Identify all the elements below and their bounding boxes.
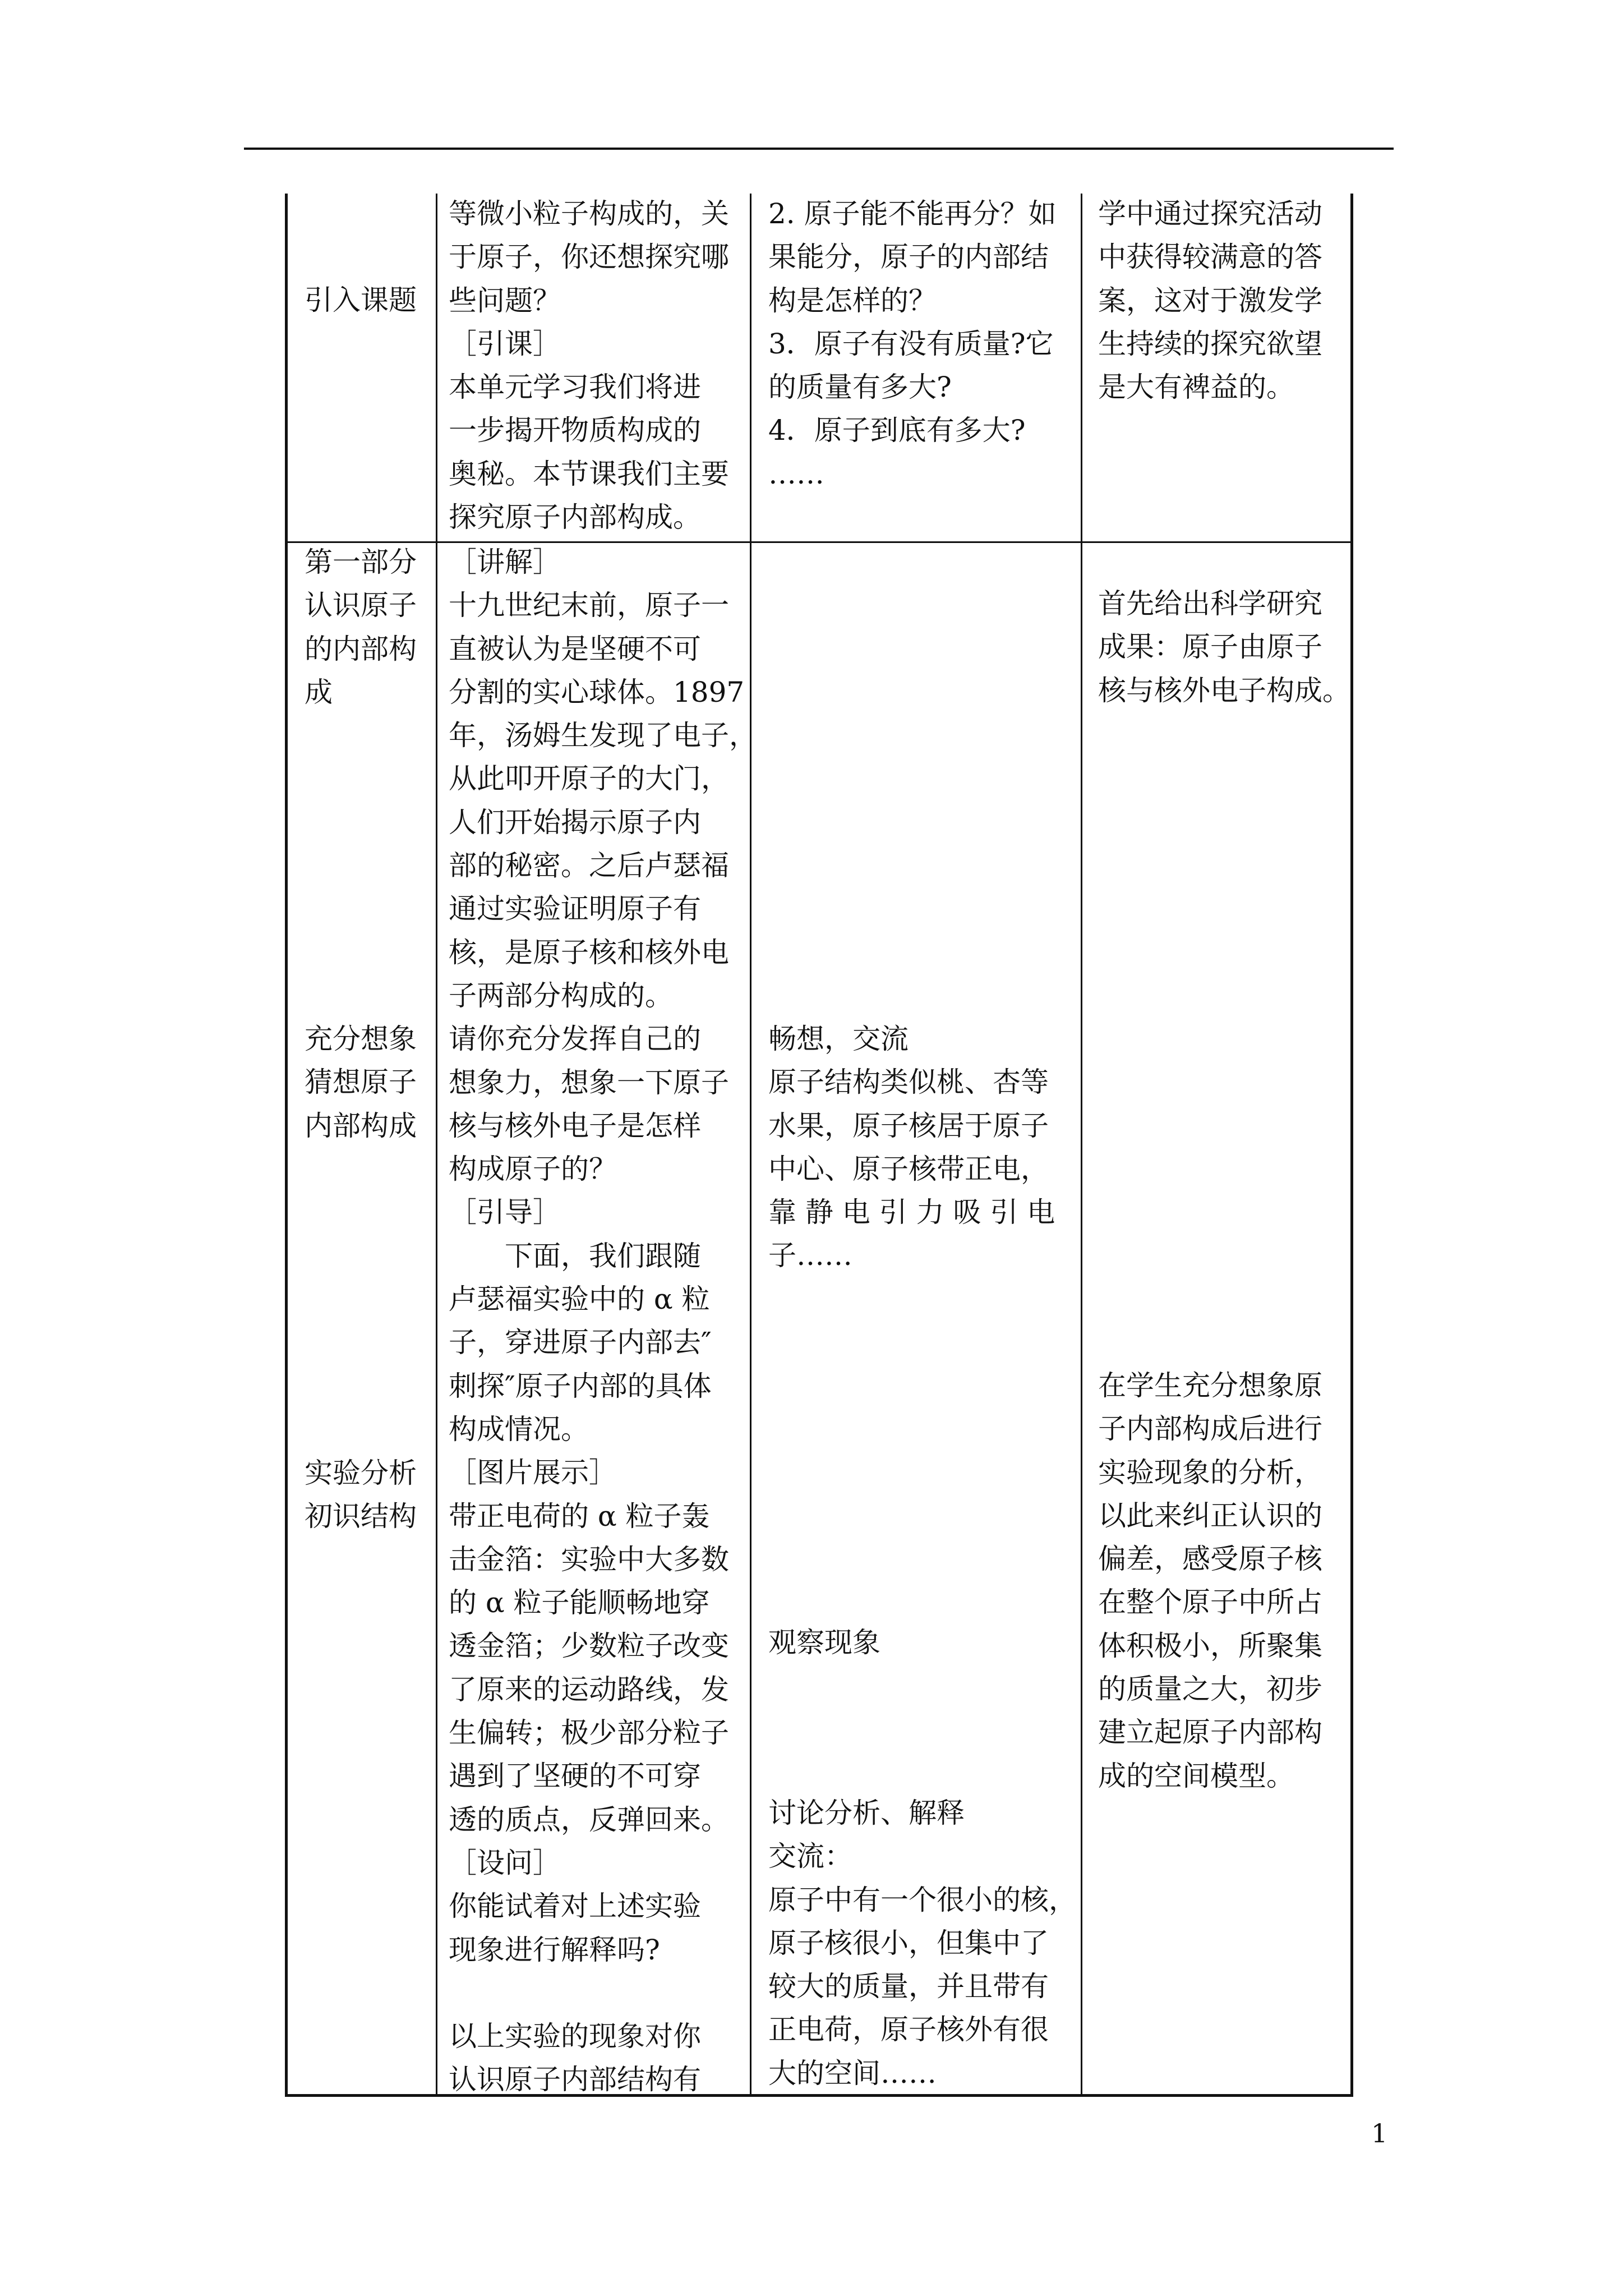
- text-line: 首先给出科学研究: [1098, 587, 1322, 620]
- text-line: 以上实验的现象对你: [449, 2020, 701, 2053]
- stage-cell: [287, 542, 437, 2096]
- table-row: [287, 542, 1352, 2096]
- stage-text: [288, 1452, 436, 1539]
- text-line: 等微小粒子构成的，关: [449, 197, 729, 230]
- text-line: 中心、原子核带正电，: [768, 1152, 1049, 1185]
- text-line: 体积极小，所聚集: [1098, 1629, 1322, 1662]
- header-rule: [244, 148, 1394, 150]
- text-line: 2. 原子能不能再分？如: [768, 197, 1057, 230]
- design-intent-text: [1082, 582, 1350, 712]
- student-activity-text: [751, 1621, 1081, 1664]
- text-line: ［引导］: [449, 1196, 561, 1229]
- text-line: 现象进行解释吗?: [449, 1933, 660, 1966]
- text-line: 偏差，感受原子核: [1098, 1543, 1322, 1576]
- text-line: 以此来纠正认识的: [1098, 1499, 1322, 1532]
- student-activity-cell: [751, 542, 1082, 2096]
- text-line: 大的空间……: [768, 2056, 937, 2090]
- stage-cell: [287, 194, 437, 542]
- design-intent-text: [1082, 192, 1350, 409]
- text-line: 成: [305, 675, 333, 708]
- text-line: 的质量有多大?: [768, 371, 952, 404]
- text-line: ［设问］: [449, 1846, 561, 1879]
- text-line: 部的秘密。之后卢瑟福: [449, 849, 729, 882]
- text-line: 子内部构成后进行: [1098, 1412, 1322, 1446]
- text-line: 带正电荷的 α 粒子轰: [449, 1499, 710, 1533]
- text-line: 猜想原子: [305, 1066, 417, 1099]
- text-line: [449, 1972, 750, 2015]
- stage-text: [288, 279, 436, 322]
- text-line: 原子中有一个很小的核，: [768, 1883, 1077, 1916]
- lesson-table: [285, 194, 1353, 2097]
- design-intent-cell: [1082, 194, 1352, 542]
- text-line: 靠 静 电 引 力 吸 引 电: [768, 1196, 1055, 1229]
- text-line: 交流：: [768, 1840, 852, 1873]
- student-activity-text: [751, 1018, 1081, 1278]
- text-line: 核，是原子核和核外电: [449, 936, 729, 969]
- text-line: 的内部构: [305, 632, 417, 665]
- student-activity-cell: [751, 194, 1082, 542]
- text-line: 在学生充分想象原: [1098, 1369, 1322, 1402]
- table-row: [287, 194, 1352, 542]
- text-line: 通过实验证明原子有: [449, 892, 701, 926]
- text-line: ［引课］: [449, 327, 561, 360]
- teacher-activity-text: [437, 541, 757, 2102]
- text-line: 在整个原子中所占: [1098, 1586, 1322, 1619]
- text-line: 想象力，想象一下原子: [449, 1066, 729, 1099]
- text-line: 刺探″原子内部的具体: [449, 1369, 712, 1402]
- text-line: 请你充分发挥自己的: [449, 1023, 701, 1056]
- text-line: 些问题？: [449, 284, 561, 317]
- text-line: 学中通过探究活动: [1098, 197, 1322, 230]
- text-line: 实验现象的分析，: [1098, 1456, 1322, 1489]
- text-line: 分割的实心球体。1897: [449, 675, 745, 708]
- text-line: 子两部分构成的。: [449, 979, 673, 1012]
- student-activity-text: [751, 192, 1081, 496]
- text-line: 果能分，原子的内部结: [768, 241, 1049, 274]
- text-line: 生偏转；极少部分粒子: [449, 1717, 729, 1750]
- text-line: 的 α 粒子能顺畅地穿: [449, 1586, 710, 1619]
- text-line: 建立起原子内部构: [1098, 1716, 1322, 1749]
- text-line: 构成原子的？: [449, 1153, 617, 1186]
- text-line: 案，这对于激发学: [1098, 284, 1322, 317]
- text-line: ［讲解］: [449, 546, 561, 578]
- text-line: 于原子，你还想探究哪: [449, 241, 729, 274]
- student-activity-text: [751, 1792, 1081, 2095]
- text-line: 一步揭开物质构成的: [449, 414, 701, 447]
- text-line: 讨论分析、解释: [768, 1797, 965, 1829]
- text-line: 下面，我们跟随: [449, 1239, 701, 1272]
- text-line: 第一部分: [305, 546, 417, 578]
- text-line: 遇到了坚硬的不可穿: [449, 1760, 701, 1793]
- text-line: 认识原子: [305, 589, 417, 622]
- text-line: 子……: [768, 1239, 852, 1272]
- text-line: 核与核外电子构成。: [1098, 674, 1350, 707]
- text-line: 十九世纪末前，原子一: [449, 589, 729, 622]
- stage-text: [288, 541, 436, 714]
- text-line: 正电荷，原子核外有很: [768, 2013, 1049, 2046]
- text-line: 年，汤姆生发现了电子，: [449, 719, 757, 752]
- text-line: 的质量之大，初步: [1098, 1673, 1322, 1706]
- text-line: 内部构成: [305, 1109, 417, 1142]
- text-line: 核与核外电子是怎样: [449, 1109, 701, 1142]
- design-intent-cell: [1082, 542, 1352, 2096]
- text-line: 击金箔：实验中大多数: [449, 1543, 729, 1576]
- text-line: 你能试着对上述实验: [449, 1890, 701, 1923]
- text-line: 子，穿进原子内部去″: [449, 1326, 712, 1359]
- text-line: 生持续的探究欲望: [1098, 327, 1322, 360]
- text-line: 是大有裨益的。: [1098, 371, 1294, 404]
- text-line: 成的空间模型。: [1098, 1759, 1294, 1792]
- text-line: 透金箔；少数粒子改变: [449, 1630, 729, 1663]
- text-line: 观察现象: [768, 1626, 880, 1659]
- text-line: 人们开始揭示原子内: [449, 806, 701, 839]
- text-line: 奥秘。本节课我们主要: [449, 457, 729, 490]
- text-line: 原子核很小，但集中了: [768, 1926, 1049, 1959]
- text-line: 构是怎样的？: [768, 284, 937, 317]
- text-line: 畅想，交流: [768, 1023, 909, 1055]
- text-line: 水果，原子核居于原子: [768, 1109, 1049, 1142]
- text-line: ……: [768, 457, 824, 490]
- text-line: 透的质点，反弹回来。: [449, 1803, 729, 1836]
- text-line: 4．原子到底有多大?: [768, 414, 1026, 447]
- text-line: 卢瑟福实验中的 α 粒: [449, 1283, 710, 1316]
- text-line: 了原来的运动路线，发: [449, 1673, 729, 1706]
- text-line: 3．原子有没有质量?它: [768, 327, 1054, 360]
- text-line: 原子结构类似桃、杏等: [768, 1066, 1049, 1099]
- teacher-activity-text: [437, 192, 750, 539]
- text-line: 中获得较满意的答: [1098, 241, 1322, 274]
- text-line: ［图片展示］: [449, 1456, 617, 1489]
- text-line: 从此叩开原子的大门，: [449, 762, 729, 795]
- text-line: 充分想象: [305, 1023, 417, 1055]
- design-intent-text: [1082, 1364, 1350, 1798]
- text-line: 构成情况。: [449, 1412, 589, 1446]
- text-line: 初识结构: [305, 1500, 417, 1533]
- teacher-activity-cell: [437, 194, 751, 542]
- text-line: 较大的质量，并且带有: [768, 1970, 1049, 2003]
- text-line: 探究原子内部构成。: [449, 501, 701, 534]
- text-line: 本单元学习我们将进: [449, 371, 701, 404]
- text-line: 直被认为是坚硬不可: [449, 632, 701, 665]
- text-line: 成果：原子由原子: [1098, 631, 1322, 664]
- text-line: 引入课题: [305, 284, 417, 316]
- teacher-activity-cell: [437, 542, 757, 2096]
- text-line: 实验分析: [305, 1457, 417, 1489]
- stage-text: [288, 1018, 436, 1148]
- page-number: 1: [1371, 2118, 1388, 2148]
- text-line: 认识原子内部结构有: [449, 2063, 701, 2096]
